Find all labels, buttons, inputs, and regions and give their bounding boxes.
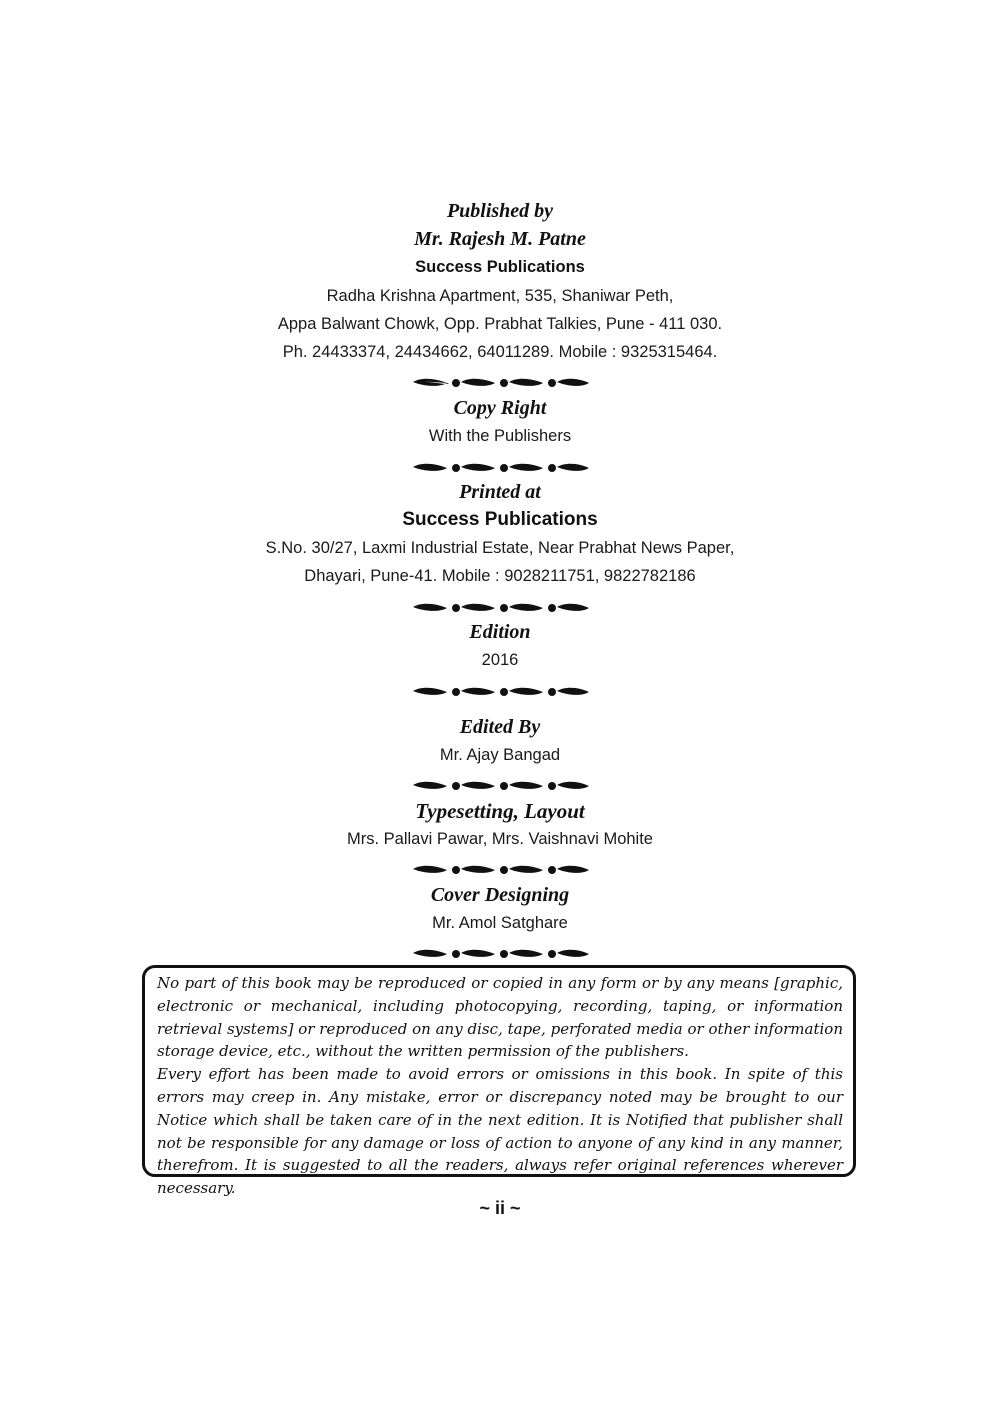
- leaf-dot-divider-icon: [411, 376, 589, 390]
- edited-by-heading: Edited By: [459, 716, 541, 738]
- publisher-address-line1: Radha Krishna Apartment, 535, Shaniwar Peth,: [326, 287, 674, 305]
- copyright-value: With the Publishers: [428, 427, 572, 445]
- publisher-phone: Ph. 24433374, 24434662, 64011289. Mobile : 9325315464.: [282, 343, 718, 361]
- leaf-dot-divider-icon: [411, 779, 589, 793]
- disclaimer-box: [142, 965, 856, 1198]
- leaf-dot-divider-icon: [411, 461, 589, 475]
- edited-by-value: Mr. Ajay Bangad: [439, 746, 561, 764]
- printer-company: Success Publications: [402, 509, 598, 530]
- typesetting-heading: Typesetting, Layout: [415, 799, 585, 823]
- cover-designing-value: Mr. Amol Satghare: [432, 914, 568, 932]
- cover-designing-heading: Cover Designing: [430, 884, 570, 906]
- copyright-heading: Copy Right: [453, 397, 547, 419]
- edition-heading: Edition: [469, 621, 531, 643]
- disclaimer-copyright-notice: No part of this book may be reproduced or copied in any form or by any means [graphic, electronic or mechanical, including photocopying, recording, taping, or information retrieval systems] or reproduced on any disc, tape, perforated media or other information storage device, etc., without the written permission of the publishers.: [157, 974, 843, 1061]
- printer-address-line1: S.No. 30/27, Laxmi Industrial Estate, Near Prabhat News Paper,: [265, 539, 735, 557]
- published-by-heading: Published by: [446, 200, 554, 222]
- leaf-dot-divider-icon: [411, 601, 589, 615]
- printed-at-heading: Printed at: [459, 481, 541, 503]
- leaf-dot-divider-icon: [411, 863, 589, 877]
- printer-address-line2: Dhayari, Pune-41. Mobile : 9028211751, 9822782186: [304, 567, 696, 585]
- leaf-dot-divider-icon: [411, 685, 589, 699]
- publisher-company: Success Publications: [415, 258, 585, 276]
- typesetting-value: Mrs. Pallavi Pawar, Mrs. Vaishnavi Mohite: [347, 830, 653, 848]
- leaf-dot-divider-icon: [411, 947, 589, 961]
- publisher-address-line2: Appa Balwant Chowk, Opp. Prabhat Talkies, Pune - 411 030.: [277, 315, 723, 333]
- page-number: ~ ii ~: [479, 1198, 521, 1218]
- edition-value: 2016: [481, 651, 519, 669]
- publisher-name: Mr. Rajesh M. Patne: [414, 228, 586, 250]
- disclaimer-errors-notice: Every effort has been made to avoid errors or omissions in this book. In spite of this errors may creep in. Any mistake, error or discrepancy noted may be brought to our Notice which shall be taken care of in the next edition. It is Notified that publisher shall not be responsible for any damage or loss of action to anyone of any kind in any manner, therefrom. It is suggested to all the readers, always refer original references wherever necessary.: [157, 1065, 843, 1198]
